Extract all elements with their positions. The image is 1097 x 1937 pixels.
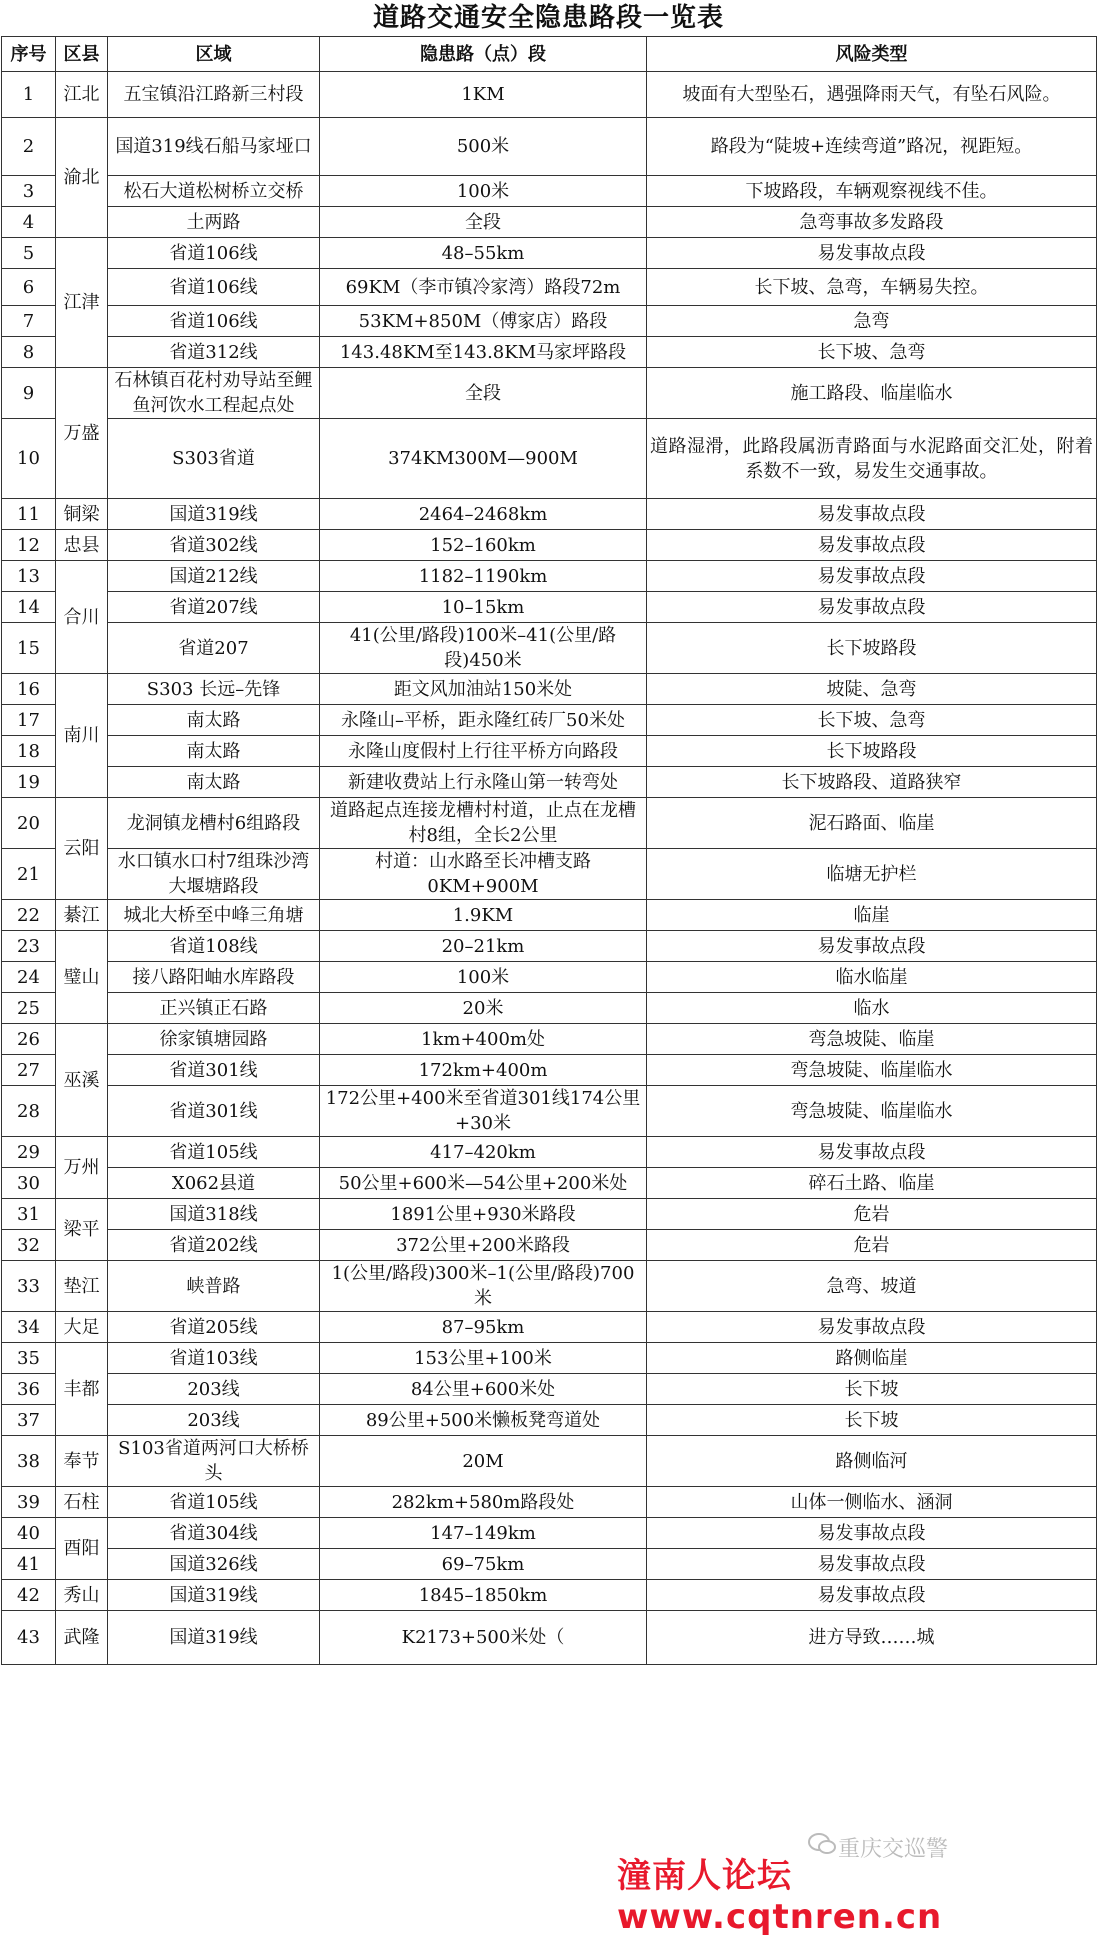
table-row (2, 1487, 1097, 1518)
row-number-cell: 4 (2, 207, 56, 238)
risk-cell: 易发事故点段 (647, 561, 1097, 592)
row-number-cell: 10 (2, 419, 56, 499)
document-title: 道路交通安全隐患路段一览表 (372, 3, 724, 33)
district-cell: 酉阳 (56, 1518, 108, 1580)
row-number-cell: 17 (2, 705, 56, 736)
table-row (2, 306, 1097, 337)
area-cell: 五宝镇沿江路新三村段 (108, 72, 320, 118)
segment-cell: K2173+500米处（ (320, 1611, 647, 1665)
row-number-cell: 30 (2, 1168, 56, 1199)
area-cell: 省道103线 (108, 1343, 320, 1374)
district-cell: 垫江 (56, 1261, 108, 1312)
segment-cell: 道路起点连接龙槽村村道，止点在龙槽村8组，全长2公里 (320, 798, 647, 849)
district-cell: 渝北 (56, 118, 108, 238)
table-row (2, 1168, 1097, 1199)
risk-cell: 路侧临河 (647, 1436, 1097, 1487)
header-district: 区县 (56, 37, 108, 72)
risk-cell: 泥石路面、临崖 (647, 798, 1097, 849)
risk-cell: 长下坡 (647, 1405, 1097, 1436)
table-row (2, 592, 1097, 623)
segment-cell: 全段 (320, 368, 647, 419)
area-cell: 国道318线 (108, 1199, 320, 1230)
district-cell: 巫溪 (56, 1024, 108, 1137)
area-cell: 南太路 (108, 767, 320, 798)
area-cell: 接八路阳岫水库路段 (108, 962, 320, 993)
district-cell: 江津 (56, 238, 108, 368)
table-row (2, 798, 1097, 849)
segment-cell: 143.48KM至143.8KM马家坪路段 (320, 337, 647, 368)
table-row (2, 1580, 1097, 1611)
table-row (2, 705, 1097, 736)
row-number-cell: 14 (2, 592, 56, 623)
segment-cell: 89公里+500米懒板凳弯道处 (320, 1405, 647, 1436)
header-segment: 隐患路（点）段 (320, 37, 647, 72)
row-number-cell: 25 (2, 993, 56, 1024)
row-number-cell: 31 (2, 1199, 56, 1230)
segment-cell: 1845–1850km (320, 1580, 647, 1611)
risk-cell: 临水 (647, 993, 1097, 1024)
row-number-cell: 5 (2, 238, 56, 269)
table-row (2, 1137, 1097, 1168)
district-cell: 梁平 (56, 1199, 108, 1261)
table-row (2, 269, 1097, 306)
table-row (2, 1055, 1097, 1086)
risk-cell: 临水临崖 (647, 962, 1097, 993)
segment-cell: 417–420km (320, 1137, 647, 1168)
segment-cell: 87–95km (320, 1312, 647, 1343)
table-row (2, 736, 1097, 767)
area-cell: 省道106线 (108, 269, 320, 306)
table-row (2, 1436, 1097, 1487)
segment-cell: 69–75km (320, 1549, 647, 1580)
area-cell: 203线 (108, 1405, 320, 1436)
area-cell: 龙洞镇龙槽村6组路段 (108, 798, 320, 849)
area-cell: 省道105线 (108, 1487, 320, 1518)
row-number-cell: 41 (2, 1549, 56, 1580)
table-row (2, 1312, 1097, 1343)
table-row (2, 530, 1097, 561)
row-number-cell: 33 (2, 1261, 56, 1312)
area-cell: 国道319线 (108, 1580, 320, 1611)
row-number-cell: 18 (2, 736, 56, 767)
segment-cell: 全段 (320, 207, 647, 238)
area-cell: 省道312线 (108, 337, 320, 368)
area-cell: X062县道 (108, 1168, 320, 1199)
segment-cell: 1KM (320, 72, 647, 118)
area-cell: 省道207 (108, 623, 320, 674)
risk-cell: 危岩 (647, 1199, 1097, 1230)
risk-cell: 路段为“陡坡+连续弯道”路况，视距短。 (647, 118, 1097, 176)
segment-cell: 10–15km (320, 592, 647, 623)
segment-cell: 153公里+100米 (320, 1343, 647, 1374)
segment-cell: 永隆山度假村上行往平桥方向路段 (320, 736, 647, 767)
district-cell: 石柱 (56, 1487, 108, 1518)
row-number-cell: 43 (2, 1611, 56, 1665)
risk-cell: 道路湿滑，此路段属沥青路面与水泥路面交汇处，附着系数不一致，易发生交通事故。 (647, 419, 1097, 499)
risk-cell: 长下坡路段、道路狭窄 (647, 767, 1097, 798)
area-cell: 省道105线 (108, 1137, 320, 1168)
table-row (2, 368, 1097, 419)
area-cell: 省道108线 (108, 931, 320, 962)
segment-cell: 距文风加油站150米处 (320, 674, 647, 705)
row-number-cell: 34 (2, 1312, 56, 1343)
row-number-cell: 15 (2, 623, 56, 674)
area-cell: 峡普路 (108, 1261, 320, 1312)
area-cell: 南太路 (108, 736, 320, 767)
risk-cell: 易发事故点段 (647, 1580, 1097, 1611)
segment-cell: 永隆山–平桥，距永隆红砖厂50米处 (320, 705, 647, 736)
table-row (2, 207, 1097, 238)
row-number-cell: 27 (2, 1055, 56, 1086)
header-risk: 风险类型 (647, 37, 1097, 72)
row-number-cell: 35 (2, 1343, 56, 1374)
area-cell: 省道302线 (108, 530, 320, 561)
table-row (2, 1343, 1097, 1374)
table-row (2, 623, 1097, 674)
header-no: 序号 (2, 37, 56, 72)
row-number-cell: 28 (2, 1086, 56, 1137)
area-cell: 松石大道松树桥立交桥 (108, 176, 320, 207)
table-row (2, 238, 1097, 269)
area-cell: 国道326线 (108, 1549, 320, 1580)
table-row (2, 767, 1097, 798)
risk-cell: 易发事故点段 (647, 1137, 1097, 1168)
row-number-cell: 11 (2, 499, 56, 530)
risk-cell: 易发事故点段 (647, 238, 1097, 269)
risk-cell: 易发事故点段 (647, 1312, 1097, 1343)
row-number-cell: 26 (2, 1024, 56, 1055)
row-number-cell: 24 (2, 962, 56, 993)
table-row (2, 1230, 1097, 1261)
row-number-cell: 42 (2, 1580, 56, 1611)
risk-cell: 急弯事故多发路段 (647, 207, 1097, 238)
table-body (2, 72, 1097, 1665)
row-number-cell: 29 (2, 1137, 56, 1168)
area-cell: S303 长远–先锋 (108, 674, 320, 705)
area-cell: S303省道 (108, 419, 320, 499)
area-cell: 省道106线 (108, 238, 320, 269)
risk-cell: 临塘无护栏 (647, 849, 1097, 900)
row-number-cell: 36 (2, 1374, 56, 1405)
row-number-cell: 19 (2, 767, 56, 798)
risk-cell: 弯急坡陡、临崖临水 (647, 1086, 1097, 1137)
risk-cell: 长下坡路段 (647, 736, 1097, 767)
area-cell: 国道319线 (108, 1611, 320, 1665)
area-cell: 城北大桥至中峰三角塘 (108, 900, 320, 931)
table-row (2, 1261, 1097, 1312)
area-cell: 省道301线 (108, 1055, 320, 1086)
risk-cell: 长下坡、急弯 (647, 337, 1097, 368)
table-row (2, 674, 1097, 705)
segment-cell: 100米 (320, 962, 647, 993)
risk-cell: 急弯、坡道 (647, 1261, 1097, 1312)
segment-cell: 2464–2468km (320, 499, 647, 530)
segment-cell: 53KM+850M（傅家店）路段 (320, 306, 647, 337)
risk-cell: 长下坡路段 (647, 623, 1097, 674)
table-row (2, 1086, 1097, 1137)
district-cell: 万盛 (56, 368, 108, 499)
area-cell: S103省道两河口大桥桥头 (108, 1436, 320, 1487)
row-number-cell: 6 (2, 269, 56, 306)
district-cell: 江北 (56, 72, 108, 118)
area-cell: 国道319线 (108, 499, 320, 530)
district-cell: 大足 (56, 1312, 108, 1343)
row-number-cell: 12 (2, 530, 56, 561)
district-cell: 南川 (56, 674, 108, 798)
district-cell: 铜梁 (56, 499, 108, 530)
risk-cell: 施工路段、临崖临水 (647, 368, 1097, 419)
risk-cell: 易发事故点段 (647, 592, 1097, 623)
area-cell: 国道212线 (108, 561, 320, 592)
table-row (2, 962, 1097, 993)
district-cell: 丰都 (56, 1343, 108, 1436)
segment-cell: 新建收费站上行永隆山第一转弯处 (320, 767, 647, 798)
risk-cell: 长下坡、急弯 (647, 705, 1097, 736)
row-number-cell: 9 (2, 368, 56, 419)
area-cell: 石林镇百花村劝导站至鲤鱼河饮水工程起点处 (108, 368, 320, 419)
row-number-cell: 16 (2, 674, 56, 705)
risk-cell: 坡面有大型坠石，遇强降雨天气，有坠石风险。 (647, 72, 1097, 118)
table-row (2, 499, 1097, 530)
table-row (2, 1549, 1097, 1580)
row-number-cell: 22 (2, 900, 56, 931)
district-cell: 秀山 (56, 1580, 108, 1611)
row-number-cell: 1 (2, 72, 56, 118)
table-row (2, 561, 1097, 592)
segment-cell: 374KM300M—900M (320, 419, 647, 499)
segment-cell: 1891公里+930米路段 (320, 1199, 647, 1230)
segment-cell: 147–149km (320, 1518, 647, 1549)
area-cell: 省道202线 (108, 1230, 320, 1261)
risk-cell: 长下坡 (647, 1374, 1097, 1405)
area-cell: 省道304线 (108, 1518, 320, 1549)
table-row (2, 1405, 1097, 1436)
risk-cell: 进方导致……城 (647, 1611, 1097, 1665)
segment-cell: 1182–1190km (320, 561, 647, 592)
row-number-cell: 13 (2, 561, 56, 592)
district-cell: 合川 (56, 561, 108, 674)
segment-cell: 100米 (320, 176, 647, 207)
risk-cell: 路侧临崖 (647, 1343, 1097, 1374)
risk-cell: 坡陡、急弯 (647, 674, 1097, 705)
risk-cell: 弯急坡陡、临崖临水 (647, 1055, 1097, 1086)
table-row (2, 176, 1097, 207)
hazard-road-table (1, 36, 1097, 1665)
table-row (2, 1611, 1097, 1665)
row-number-cell: 38 (2, 1436, 56, 1487)
segment-cell: 152–160km (320, 530, 647, 561)
area-cell: 省道106线 (108, 306, 320, 337)
risk-cell: 碎石土路、临崖 (647, 1168, 1097, 1199)
row-number-cell: 39 (2, 1487, 56, 1518)
area-cell: 土两路 (108, 207, 320, 238)
table-row (2, 419, 1097, 499)
row-number-cell: 37 (2, 1405, 56, 1436)
segment-cell: 282km+580m路段处 (320, 1487, 647, 1518)
risk-cell: 下坡路段，车辆观察视线不佳。 (647, 176, 1097, 207)
table-row (2, 849, 1097, 900)
row-number-cell: 3 (2, 176, 56, 207)
segment-cell: 172km+400m (320, 1055, 647, 1086)
risk-cell: 长下坡、急弯，车辆易失控。 (647, 269, 1097, 306)
area-cell: 徐家镇塘园路 (108, 1024, 320, 1055)
table-row (2, 931, 1097, 962)
risk-cell: 临崖 (647, 900, 1097, 931)
segment-cell: 48–55km (320, 238, 647, 269)
segment-cell: 69KM（李市镇冷家湾）路段72m (320, 269, 647, 306)
district-cell: 忠县 (56, 530, 108, 561)
table-row (2, 1199, 1097, 1230)
row-number-cell: 8 (2, 337, 56, 368)
table-row (2, 993, 1097, 1024)
table-row (2, 118, 1097, 176)
segment-cell: 41(公里/路段)100米–41(公里/路段)450米 (320, 623, 647, 674)
segment-cell: 172公里+400米至省道301线174公里+30米 (320, 1086, 647, 1137)
table-row (2, 337, 1097, 368)
segment-cell: 1.9KM (320, 900, 647, 931)
row-number-cell: 32 (2, 1230, 56, 1261)
risk-cell: 易发事故点段 (647, 931, 1097, 962)
table-row (2, 1518, 1097, 1549)
district-cell: 奉节 (56, 1436, 108, 1487)
area-cell: 正兴镇正石路 (108, 993, 320, 1024)
row-number-cell: 23 (2, 931, 56, 962)
table-row (2, 1374, 1097, 1405)
risk-cell: 危岩 (647, 1230, 1097, 1261)
segment-cell: 村道：山水路至长冲槽支路0KM+900M (320, 849, 647, 900)
wechat-bubble-icon (808, 1830, 836, 1858)
table-header-row (2, 37, 1097, 72)
risk-cell: 易发事故点段 (647, 1549, 1097, 1580)
police-watermark: 重庆交巡警 (838, 1837, 949, 1862)
table-row (2, 72, 1097, 118)
risk-cell: 易发事故点段 (647, 530, 1097, 561)
risk-cell: 急弯 (647, 306, 1097, 337)
segment-cell: 50公里+600米—54公里+200米处 (320, 1168, 647, 1199)
forum-watermark: 潼南人论坛www.cqtnren.cn (617, 1856, 943, 1937)
segment-cell: 20米 (320, 993, 647, 1024)
segment-cell: 20–21km (320, 931, 647, 962)
table-row (2, 900, 1097, 931)
area-cell: 203线 (108, 1374, 320, 1405)
district-cell: 璧山 (56, 931, 108, 1024)
district-cell: 綦江 (56, 900, 108, 931)
row-number-cell: 21 (2, 849, 56, 900)
district-cell: 万州 (56, 1137, 108, 1199)
area-cell: 南太路 (108, 705, 320, 736)
row-number-cell: 2 (2, 118, 56, 176)
segment-cell: 500米 (320, 118, 647, 176)
segment-cell: 1km+400m处 (320, 1024, 647, 1055)
table-row (2, 1024, 1097, 1055)
segment-cell: 84公里+600米处 (320, 1374, 647, 1405)
risk-cell: 易发事故点段 (647, 499, 1097, 530)
area-cell: 省道207线 (108, 592, 320, 623)
district-cell: 武隆 (56, 1611, 108, 1665)
segment-cell: 1(公里/路段)300米–1(公里/路段)700米 (320, 1261, 647, 1312)
segment-cell: 20M (320, 1436, 647, 1487)
risk-cell: 易发事故点段 (647, 1518, 1097, 1549)
area-cell: 水口镇水口村7组珠沙湾大堰塘路段 (108, 849, 320, 900)
row-number-cell: 40 (2, 1518, 56, 1549)
area-cell: 省道205线 (108, 1312, 320, 1343)
district-cell: 云阳 (56, 798, 108, 900)
area-cell: 国道319线石船马家垭口 (108, 118, 320, 176)
row-number-cell: 7 (2, 306, 56, 337)
risk-cell: 弯急坡陡、临崖 (647, 1024, 1097, 1055)
segment-cell: 372公里+200米路段 (320, 1230, 647, 1261)
row-number-cell: 20 (2, 798, 56, 849)
header-area: 区域 (108, 37, 320, 72)
area-cell: 省道301线 (108, 1086, 320, 1137)
risk-cell: 山体一侧临水、涵洞 (647, 1487, 1097, 1518)
